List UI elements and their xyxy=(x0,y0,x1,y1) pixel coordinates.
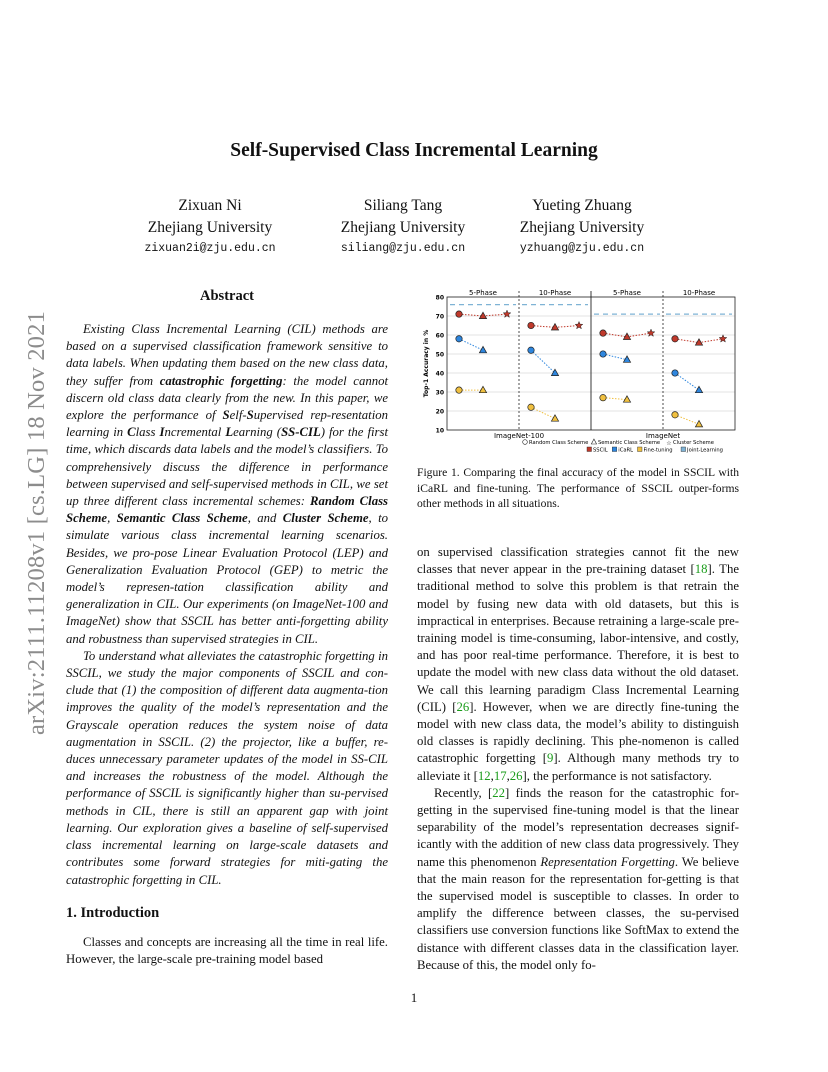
data-point-circle xyxy=(528,322,534,328)
data-point-circle xyxy=(456,387,462,393)
author-name: Yueting Zhuang xyxy=(532,197,632,214)
author-email[interactable]: zixuan2i@zju.edu.cn xyxy=(144,242,276,255)
data-point-circle xyxy=(600,395,606,401)
data-point-triangle xyxy=(551,415,558,421)
legend-star-marker: ☆ xyxy=(666,440,672,447)
citation-link[interactable]: 9 xyxy=(546,751,554,766)
legend-label: Cluster Scheme xyxy=(673,440,714,446)
series-line-icarl xyxy=(531,350,555,373)
data-point-triangle xyxy=(695,386,702,392)
data-point-triangle xyxy=(479,346,486,352)
data-point-triangle xyxy=(695,421,702,427)
series-line-fine-tuning xyxy=(531,407,555,418)
legend-label: SSCIL xyxy=(593,447,608,454)
legend-circle-marker xyxy=(523,440,528,445)
author-affiliation: Zhejiang University xyxy=(340,219,466,236)
figure-1-chart xyxy=(417,287,739,459)
citation-link[interactable]: 18 xyxy=(694,562,708,577)
series-line-icarl xyxy=(459,339,483,350)
data-point-circle xyxy=(672,412,678,418)
data-point-circle xyxy=(600,351,606,357)
abstract-heading: Abstract xyxy=(200,288,254,304)
data-point-circle xyxy=(672,336,678,342)
legend-color-swatch xyxy=(587,447,592,452)
intro-paragraph: Classes and concepts are increasing all the time in real life. However, the large-scale pre-training model based xyxy=(66,935,388,967)
abstract-paragraph-2: To understand what alleviates the catastrophic forgetting in SSCIL, we study the major components of SSCIL and con-clude that (1) the composition of different data augmenta-tion improves the quality of the model’s representation and the Grayscale operation reduces the system noise of data augmentation in SSCIL. (2) the projector, like a buffer, re-duces unnecessary parameter updates of the model in SS-CIL and increases the robustness of the model. Although the performance of SSCIL is significantly higher than su-pervised methods in CIL, there is still an apparent gap with joint learning. Our exploration gives a baseline of self-supervised class incremental learning on large-scale datasets and contributes some forward strategies for miti-gating the catastrophic forgetting in CIL. xyxy=(66,648,388,887)
legend-triangle-marker xyxy=(591,439,596,444)
author-block-3 xyxy=(482,195,682,255)
y-tick-label: 40 xyxy=(435,370,444,378)
abstract-body xyxy=(66,321,388,889)
introduction-section xyxy=(66,905,388,968)
citation-link[interactable]: 26 xyxy=(456,699,470,714)
legend-label: Random Class Scheme xyxy=(529,440,589,446)
section-heading: 1. Introduction xyxy=(66,905,160,921)
phase-label: 5-Phase xyxy=(613,289,641,297)
author-name: Siliang Tang xyxy=(363,197,443,214)
dataset-label: ImageNet xyxy=(645,432,681,440)
y-tick-label: 50 xyxy=(435,351,444,359)
phase-label: 10-Phase xyxy=(682,289,716,297)
author-affiliation: Zhejiang University xyxy=(147,219,273,236)
phase-label: 5-Phase xyxy=(469,289,497,297)
y-tick-label: 60 xyxy=(435,332,444,340)
author-email[interactable]: yzhuang@zju.edu.cn xyxy=(519,242,645,255)
series-line-fine-tuning xyxy=(675,415,699,425)
series-line-fine-tuning xyxy=(603,398,627,400)
data-point-triangle xyxy=(551,369,558,375)
author-email[interactable]: siliang@zju.edu.cn xyxy=(340,242,466,255)
author-block-2 xyxy=(303,195,503,255)
legend-color-swatch xyxy=(612,447,617,452)
author-block-1 xyxy=(110,195,310,255)
data-point-circle xyxy=(456,311,462,317)
legend-label: Joint-Learning xyxy=(687,447,723,454)
y-tick-label: 20 xyxy=(435,408,444,416)
data-point-circle xyxy=(600,330,606,336)
series-line-icarl xyxy=(603,354,627,360)
abstract-paragraph-1: Existing Class Incremental Learning (CIL) methods are based on a supervised classification framework sensitive to data labels. When updating them based on the new class data, they suffer from catastrophic forgetting: the model cannot discern old class data clearly from the new. In this paper, we explore the performance of Self-Supervised rep-resentation learning in Class Incremental Learning (SS-CIL) for the first time, which discards data labels and the model’s classifiers. To comprehensively discuss the difference in performance between supervised and self-supervised methods in CIL, we set up three different class incremental schemes: Random Class Scheme, Semantic Class Scheme, and Cluster Scheme, to simulate various class incremental learning scenarios. Besides, we pro-pose Linear Evaluation Protocol (LEP) and Generalization Evaluation Protocol (GEP) to metric the model’s represen-tation classification ability and generalization in CIL. Our experiments (on ImageNet-100 and ImageNet) show that SSCIL has better anti-forgetting ability and robustness than supervised strategies in CIL. xyxy=(66,322,389,646)
right-column-body xyxy=(417,544,739,974)
intro-paragraph-2: Recently, [22] finds the reason for the catastrophic for-getting in the supervised fine-tuning model is that the linear separability of the model’s representation decreases signif-icantly with the addition of new class data progressively. They name this phenomenon Representation Forgetting. We believe that the main reason for the representation for-getting is that the supervised model is susceptible to classes. In order to amplify the difference between classes, the su-pervised classifiers use conversion functions like SoftMax to extend the distance with different classes data in the classification layer. Because of this, the model only fo- xyxy=(417,785,740,972)
y-tick-label: 10 xyxy=(435,427,444,435)
paper-title: Self-Supervised Class Incremental Learning xyxy=(230,140,598,161)
legend-color-swatch xyxy=(681,447,686,452)
data-point-circle xyxy=(456,336,462,342)
y-axis-label: Top-1 Accuracy in % xyxy=(423,329,430,398)
arxiv-stamp-text: arXiv:2111.11208v1 [cs.LG] 18 Nov 2021 xyxy=(23,310,50,735)
arxiv-identifier-stamp xyxy=(19,285,55,760)
y-tick-label: 70 xyxy=(435,313,444,321)
y-tick-label: 80 xyxy=(435,294,444,302)
citation-link[interactable]: 26 xyxy=(509,768,523,783)
data-point-star xyxy=(719,335,727,342)
page-number: 1 xyxy=(410,990,418,1005)
citation-link[interactable]: 17 xyxy=(493,768,507,783)
data-point-circle xyxy=(528,404,534,410)
data-point-triangle xyxy=(479,386,486,392)
series-line-icarl xyxy=(675,373,699,390)
figure-caption: Figure 1. Comparing the final accuracy of the model in SSCIL with iCaRL and fine-tuning. The performance of SSCIL outper-forms other methods in all situations. xyxy=(417,466,739,510)
phase-label: 10-Phase xyxy=(538,289,572,297)
citation-link[interactable]: 12 xyxy=(477,768,491,783)
legend-label: Semantic Class Scheme xyxy=(597,440,661,446)
y-tick-label: 30 xyxy=(435,389,444,397)
legend-label: Fine-tuning xyxy=(643,447,673,454)
author-affiliation: Zhejiang University xyxy=(519,219,645,236)
legend-color-swatch xyxy=(638,447,643,452)
data-point-circle xyxy=(528,347,534,353)
intro-paragraph-continued: on supervised classification strategies cannot fit the new classes that never appear in the pre-training dataset [18]. The traditional method to solve this problem is that retrain the model by fusing new data with old datasets, but this is impractical in enterprises. Because retraining a large-scale pre-training model is time-consuming, labor-intensive, and costly, and has poor real-time performance. Therefore, it is best to update the model with new class data without the old dataset. We call this learning paradigm Class Incremental Learning (CIL) [26]. However, when we are directly fine-tuning the model with new class data, the model’s ability to distinguish old classes is rapidly declining. This phe-nomenon is called catastrophic forgetting [9]. Although many methods try to alleviate it [12,17,26], the performance is not satisfactory. xyxy=(417,545,739,783)
data-point-star xyxy=(575,322,583,329)
citation-link[interactable]: 22 xyxy=(492,785,506,800)
dataset-label: ImageNet-100 xyxy=(493,432,545,440)
author-name: Zixuan Ni xyxy=(178,197,242,214)
data-point-circle xyxy=(672,370,678,376)
legend-label: iCaRL xyxy=(618,447,633,454)
